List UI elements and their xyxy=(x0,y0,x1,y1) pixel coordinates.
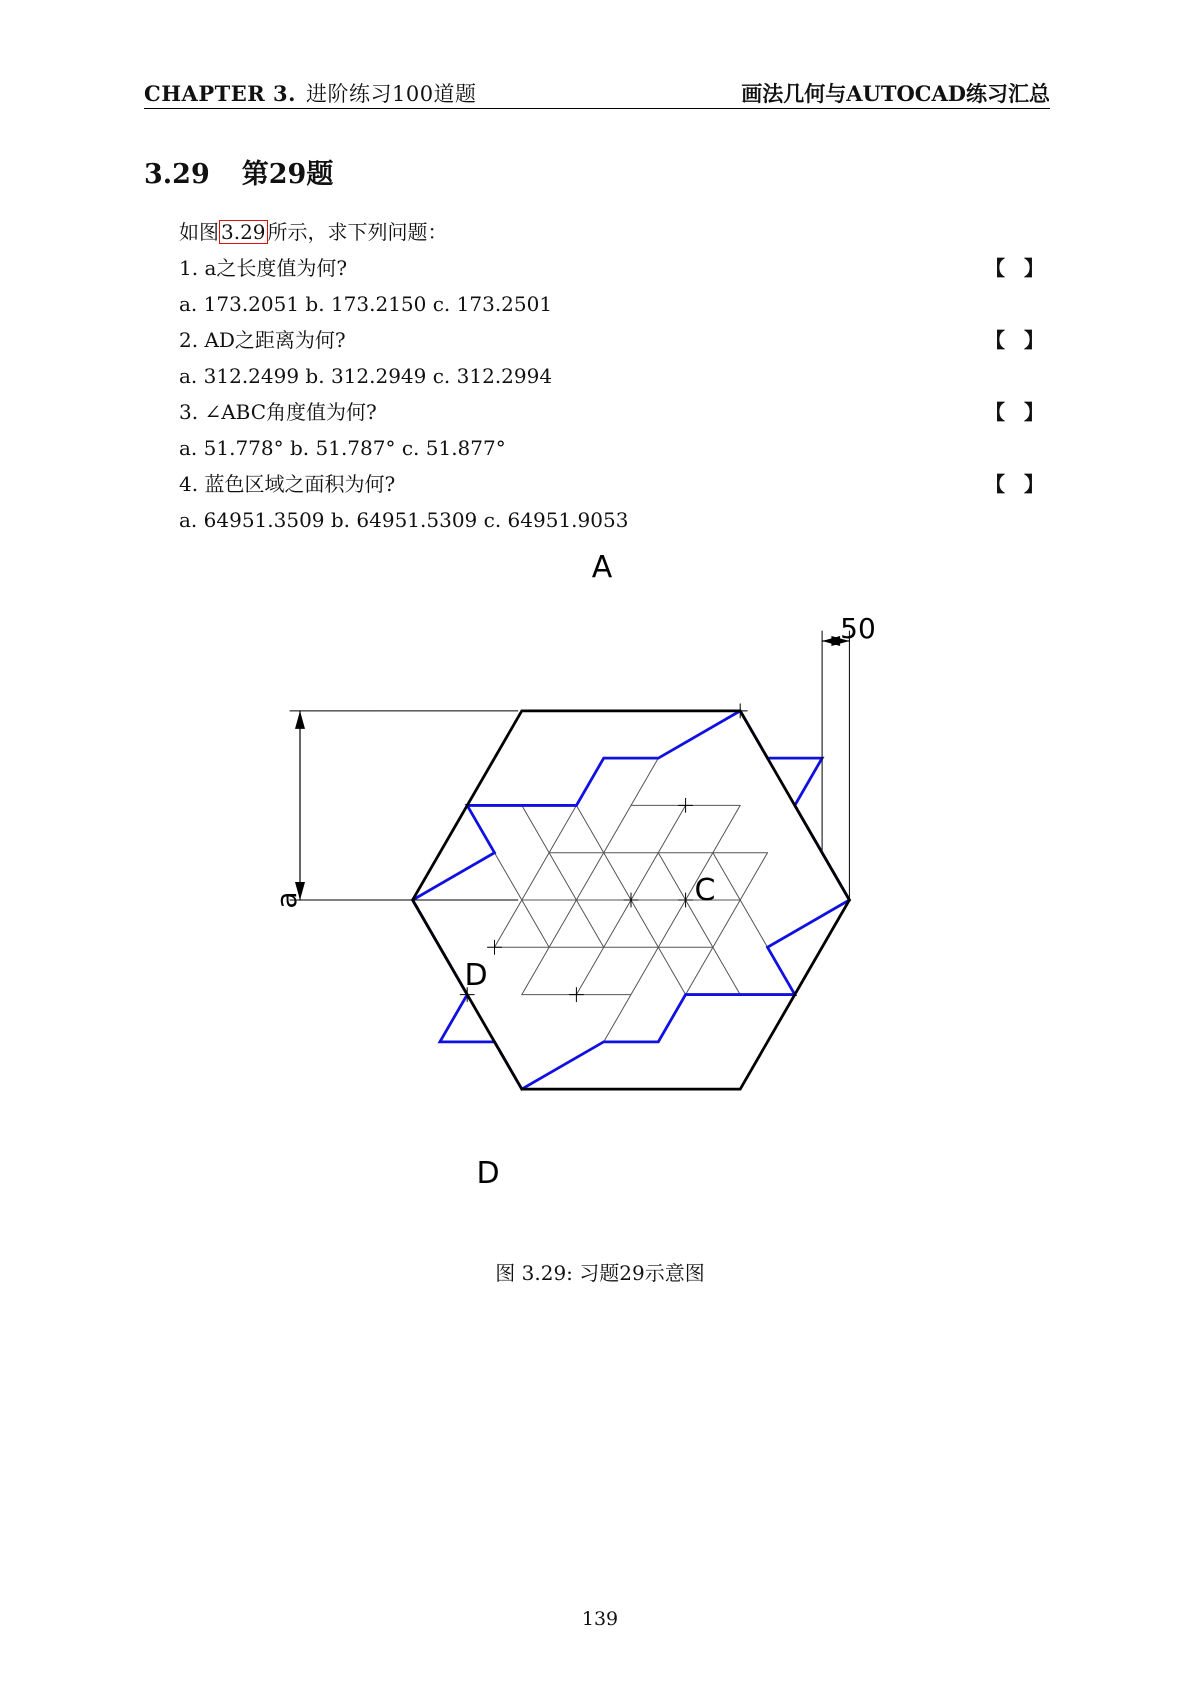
intro-prefix: 如图 xyxy=(179,220,219,244)
answer-box: 【 】 xyxy=(985,328,1050,352)
question-text: 3. ∠ABC角度值为何? xyxy=(179,400,377,424)
intro-line xyxy=(179,214,1050,250)
section-number: 3.29 xyxy=(144,159,210,190)
dimension-a-label: a xyxy=(270,891,303,909)
question-3-options: a. 51.778° b. 51.787° c. 51.877° xyxy=(179,436,506,460)
chapter-label: CHAPTER 3. xyxy=(144,81,296,106)
figure xyxy=(0,540,1200,1240)
answer-box: 【 】 xyxy=(985,400,1050,424)
dimension-arrow xyxy=(295,711,305,729)
question-2-options: a. 312.2499 b. 312.2949 c. 312.2994 xyxy=(179,364,553,388)
question-4-options: a. 64951.3509 b. 64951.5309 c. 64951.9053 xyxy=(179,508,629,532)
figure-caption: 图 3.29: 习题29示意图 xyxy=(495,1261,705,1285)
label-d-lower: D xyxy=(476,1156,500,1191)
grid-line xyxy=(522,805,604,947)
question-2 xyxy=(179,322,1050,358)
section-name: 第29题 xyxy=(241,159,334,190)
chapter-title: 进阶练习100道题 xyxy=(305,82,477,106)
grid-line xyxy=(604,805,741,1041)
book-title: 画法几何与AUTOCAD练习汇总 xyxy=(741,81,1050,106)
question-text: 1. a之长度值为何? xyxy=(179,256,348,280)
question-text: 4. 蓝色区域之面积为何? xyxy=(179,472,396,496)
hexagon-star-diagram xyxy=(0,540,1200,1240)
grid-line xyxy=(522,758,659,994)
question-1-options: a. 173.2051 b. 173.2150 c. 173.2501 xyxy=(179,292,553,316)
page-header xyxy=(144,74,1050,109)
intro-suffix: 所示，求下列问题： xyxy=(267,220,448,244)
answer-box: 【 】 xyxy=(985,256,1050,280)
page-number: 139 xyxy=(581,1608,619,1630)
answer-box: 【 】 xyxy=(985,472,1050,496)
question-3 xyxy=(179,394,1050,430)
chapter-heading xyxy=(144,78,477,108)
label-d-upper: D xyxy=(464,958,488,993)
point-labels xyxy=(270,550,876,1191)
figure-reference-link[interactable]: 3.29 xyxy=(221,220,266,244)
question-text: 2. AD之距离为何? xyxy=(179,328,346,352)
label-c-point: C xyxy=(694,873,716,908)
dimension-50-label: 50 xyxy=(840,612,876,645)
question-1 xyxy=(179,250,1050,286)
label-a-point: A xyxy=(591,550,613,585)
section-title xyxy=(144,152,333,191)
dimension-lines xyxy=(290,631,849,900)
question-4 xyxy=(179,466,1050,502)
question-block xyxy=(179,214,1050,538)
